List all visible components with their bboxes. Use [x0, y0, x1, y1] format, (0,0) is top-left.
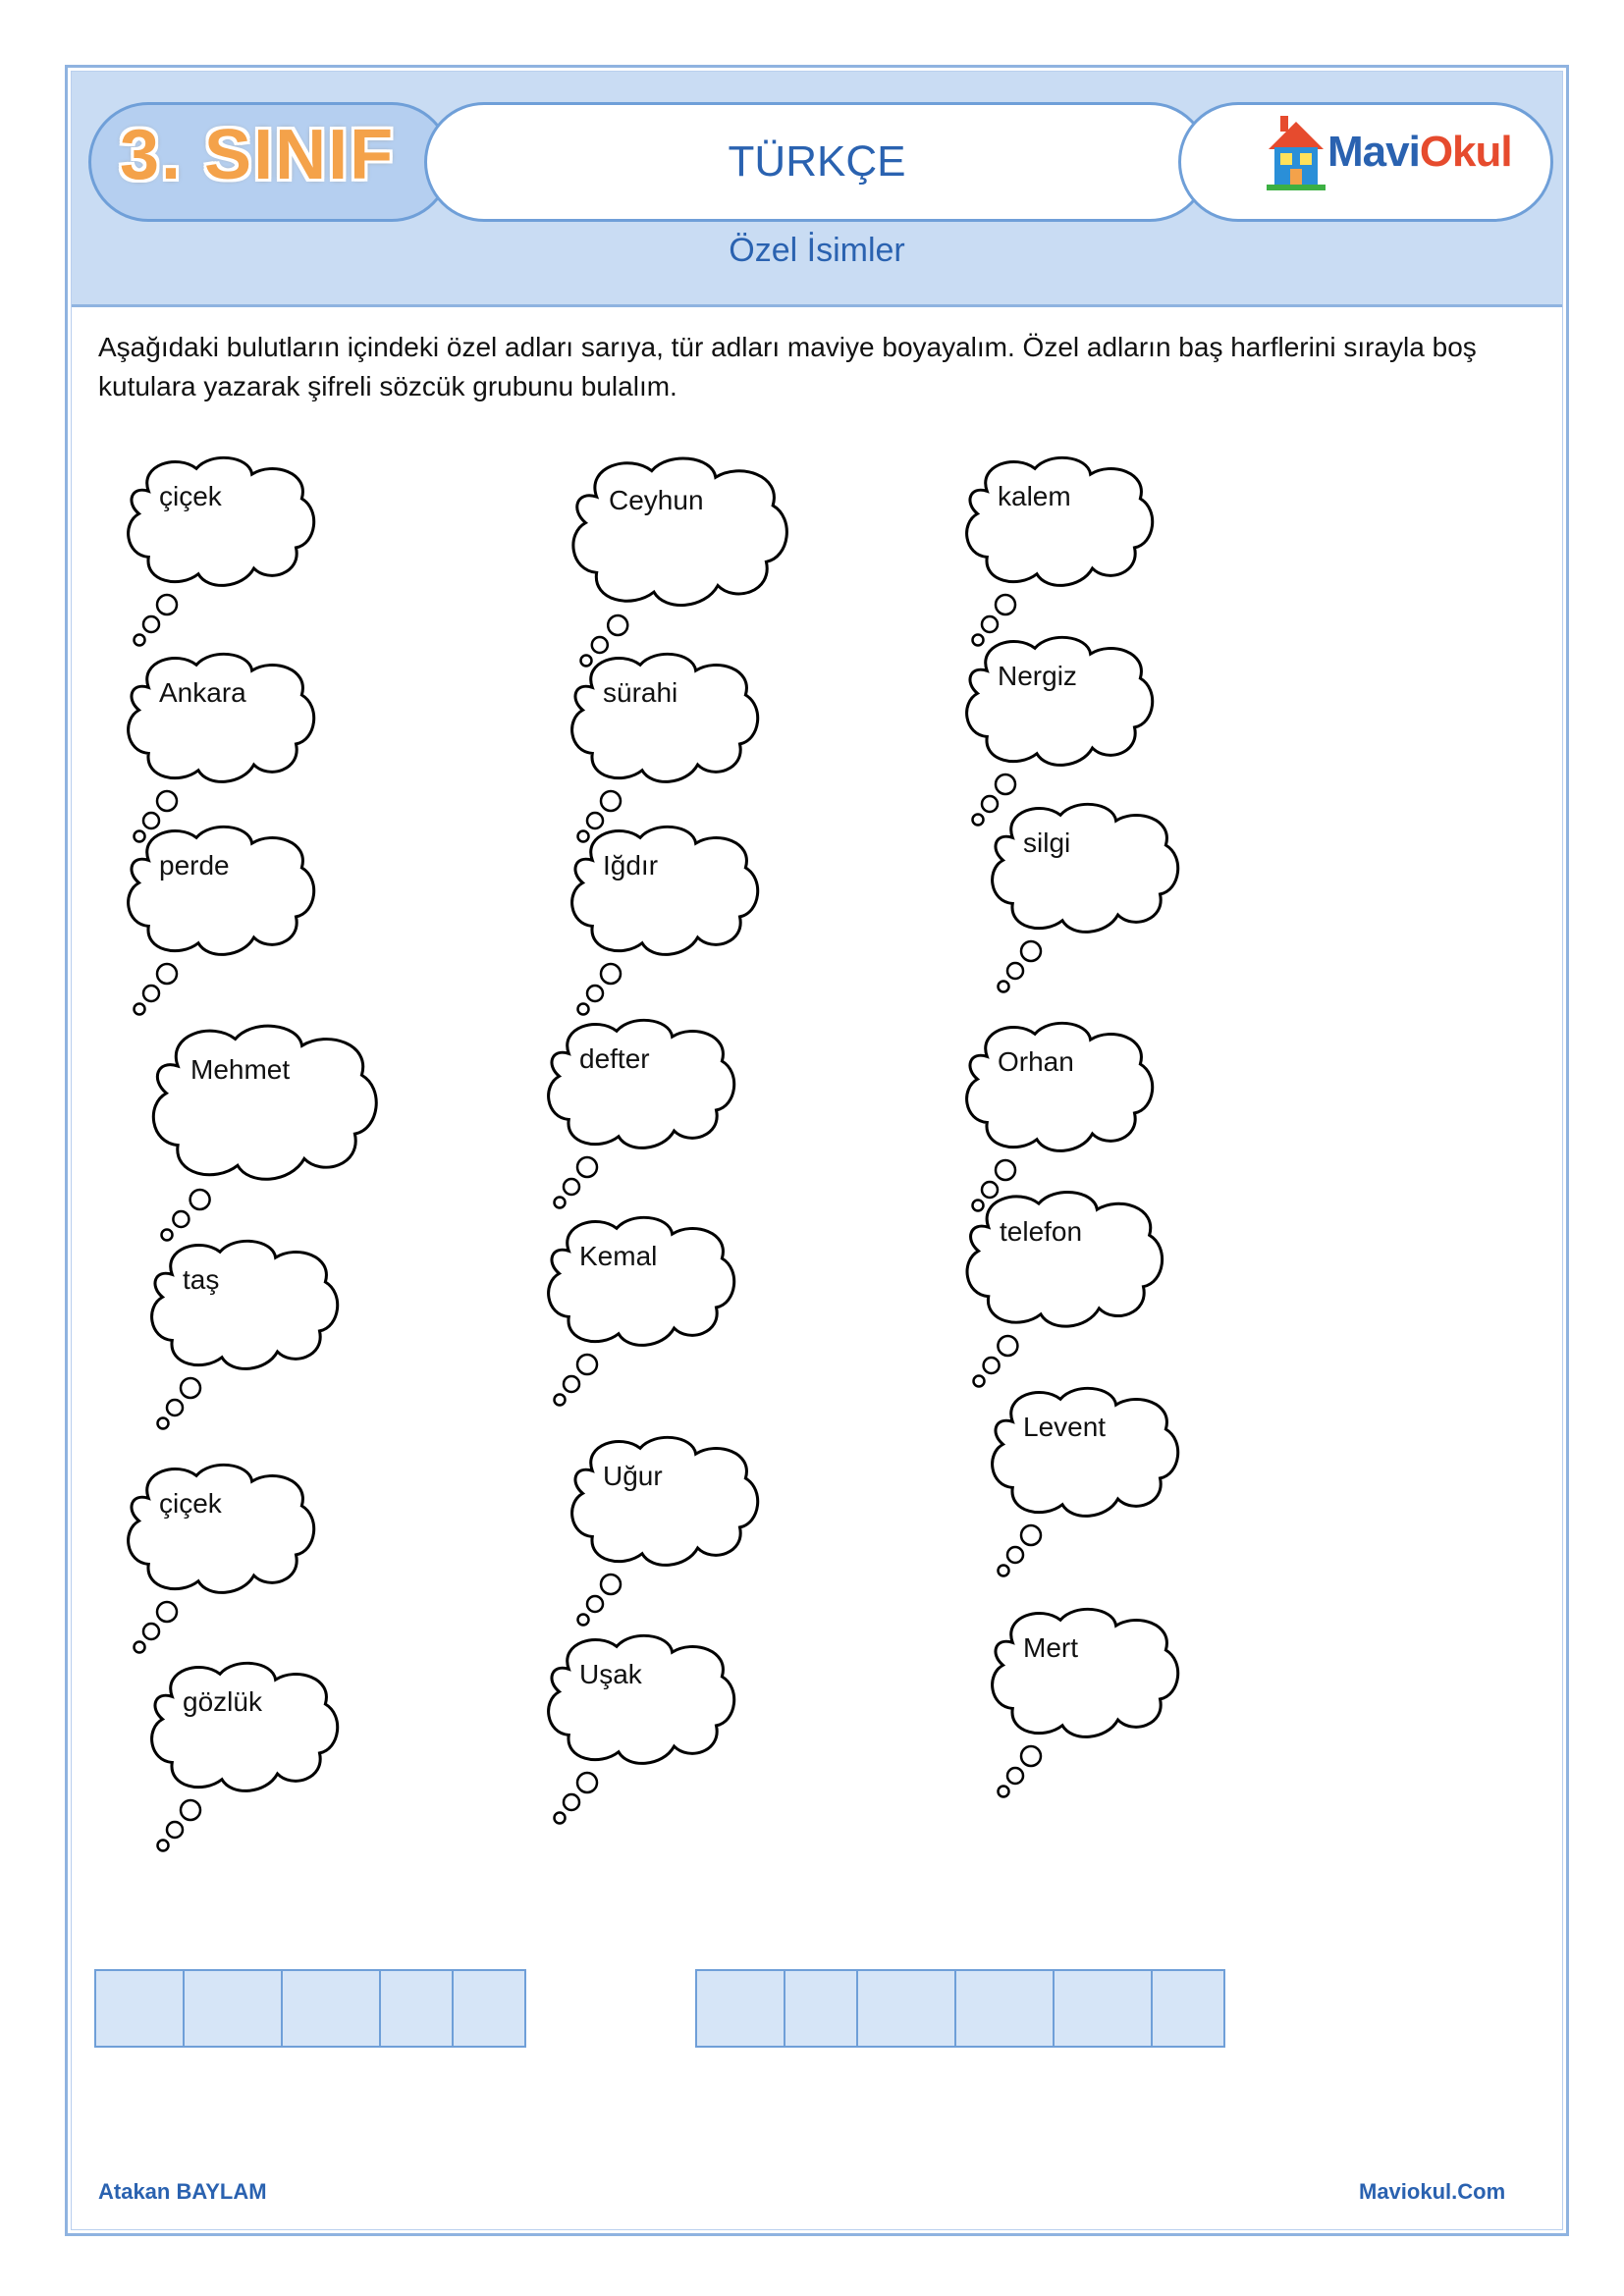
- thought-cloud[interactable]: [143, 1237, 340, 1433]
- thought-cloud[interactable]: [143, 1021, 379, 1245]
- site-link[interactable]: Maviokul.Com: [1359, 2179, 1506, 2204]
- cloud-word: Uşak: [579, 1659, 642, 1689]
- cloud-word: gözlük: [183, 1686, 262, 1717]
- answer-letter-box[interactable]: [1053, 1969, 1153, 2048]
- answer-letter-box[interactable]: [281, 1969, 381, 2048]
- logo-wordmark: [1327, 128, 1512, 177]
- cloud-word: perde: [159, 850, 230, 881]
- thought-cloud[interactable]: [120, 650, 316, 846]
- cloud-word: kalem: [998, 481, 1071, 511]
- thought-cloud[interactable]: [564, 454, 789, 670]
- thought-cloud[interactable]: [564, 823, 760, 1019]
- cloud-word: Ankara: [159, 677, 246, 708]
- cloud-word: çiçek: [159, 481, 222, 511]
- thought-cloud[interactable]: [958, 454, 1155, 650]
- thought-cloud[interactable]: [984, 1384, 1180, 1580]
- thought-cloud[interactable]: [120, 823, 316, 1019]
- cloud-word: sürahi: [603, 677, 678, 708]
- answer-letter-box[interactable]: [784, 1969, 858, 2048]
- grade-label: 3. SINIF: [120, 116, 396, 194]
- answer-letter-box[interactable]: [954, 1969, 1055, 2048]
- thought-cloud[interactable]: [958, 1188, 1164, 1391]
- thought-cloud[interactable]: [958, 1019, 1155, 1215]
- cloud-word: Iğdır: [603, 850, 659, 881]
- thought-cloud[interactable]: [564, 1433, 760, 1629]
- house-icon: [1267, 114, 1326, 192]
- thought-cloud[interactable]: [540, 1213, 736, 1410]
- cloud-word: telefon: [1000, 1216, 1083, 1247]
- cloud-shape-icon: [143, 1237, 340, 1443]
- cloud-word: Kemal: [579, 1241, 658, 1271]
- cloud-shape-icon: [984, 800, 1180, 1006]
- thought-cloud[interactable]: [120, 454, 316, 650]
- topic-subtitle: Özel İsimler: [729, 232, 905, 269]
- cloud-word: Ceyhun: [609, 485, 704, 515]
- cloud-word: Levent: [1023, 1412, 1107, 1442]
- logo-word-okul: Okul: [1419, 128, 1512, 176]
- cloud-word: Mehmet: [190, 1054, 291, 1085]
- subject-title: TÜRKÇE: [728, 137, 906, 186]
- cloud-shape-icon: [564, 823, 760, 1029]
- answer-letter-box[interactable]: [1151, 1969, 1225, 2048]
- thought-cloud[interactable]: [984, 1605, 1180, 1801]
- cloud-word: Orhan: [998, 1046, 1074, 1077]
- thought-cloud[interactable]: [143, 1659, 340, 1855]
- cloud-word: taş: [183, 1264, 220, 1295]
- answer-letter-box[interactable]: [856, 1969, 956, 2048]
- thought-cloud[interactable]: [984, 800, 1180, 996]
- author-name: Atakan BAYLAM: [98, 2179, 267, 2204]
- cloud-shape-icon: [984, 1605, 1180, 1811]
- answer-letter-box[interactable]: [452, 1969, 526, 2048]
- cloud-word: çiçek: [159, 1488, 222, 1519]
- cloud-word: Mert: [1023, 1632, 1078, 1663]
- thought-cloud[interactable]: [564, 650, 760, 846]
- answer-letter-box[interactable]: [94, 1969, 185, 2048]
- cloud-word: Uğur: [603, 1461, 663, 1491]
- answer-word-1: [96, 1969, 526, 2048]
- instructions-text: Aşağıdaki bulutların içindeki özel adları sarıya, tür adları maviye boyayalım. Özel adların baş harflerini sırayla boş kutulara yazarak şifreli sözcük grubunu bulalım.: [98, 332, 1477, 401]
- answer-letter-box[interactable]: [695, 1969, 785, 2048]
- cloud-word: Nergiz: [998, 661, 1077, 691]
- thought-cloud[interactable]: [540, 1016, 736, 1212]
- thought-cloud[interactable]: [540, 1631, 736, 1828]
- logo-word-mavi: Mavi: [1327, 128, 1420, 176]
- thought-cloud[interactable]: [120, 1461, 316, 1657]
- answer-letter-box[interactable]: [379, 1969, 454, 2048]
- answer-word-2: [697, 1969, 1225, 2048]
- answer-letter-box[interactable]: [183, 1969, 283, 2048]
- cloud-word: defter: [579, 1043, 650, 1074]
- cloud-word: silgi: [1023, 828, 1071, 858]
